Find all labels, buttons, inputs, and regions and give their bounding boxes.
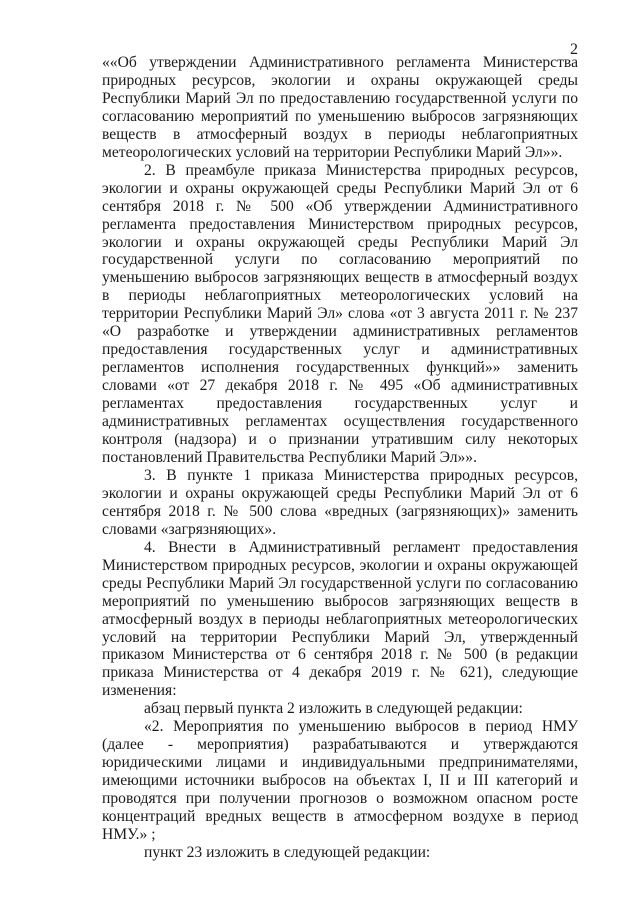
paragraph-point-23: пункт 23 изложить в следующей редакции: (144, 843, 431, 861)
paragraph-title-continuation: ««Об утверждении Административного регламента Министерства природных ресурсов, экологии и охраны окружающей среды Республики Марий Эл по предоставлению государственной услуги по согласованию мероприятий по уменьшению выбросов загрязняющих веществ в атмосферный воздух в периоды неблагоприятных метеорологических условий на территории Республики Марий Эл»». (102, 54, 578, 161)
paragraph-amendment-intro: абзац первый пункта 2 изложить в следующей редакции: (144, 700, 523, 718)
page-number: 2 (570, 41, 578, 58)
paragraph-item-4: 4. Внести в Административный регламент предоставления Министерством природных ресурсов, экологии и охраны окружающей среды Республики Марий Эл государственной услуги по согласованию мероприятий по уменьшению выбросов загрязняющих веществ в атмосферный воздух в периоды неблагоприятных метеорологических условий на территории Республики Марий Эл, утвержденный приказом Министерства от 6 сентября 2018 г. № 500 (в редакции приказа Министерства от 4 декабря 2019 г. № 621), следующие изменения: (102, 538, 578, 700)
paragraph-item-3: 3. В пункте 1 приказа Министерства природных ресурсов, экологии и охраны окружающей среды Республики Марий Эл от 6 сентября 2018 г. № 500 слова «вредных (загрязняющих)» заменить словами «загрязняющих». (102, 466, 578, 538)
paragraph-item-2: 2. В преамбуле приказа Министерства природных ресурсов, экологии и охраны окружающей среды Республики Марий Эл от 6 сентября 2018 г. № 500 «Об утверждении Административного регламента предоставления Министерством природных ресурсов, экологии и охраны окружающей среды Республики Марий Эл государственной услуги по согласованию мероприятий по уменьшению выбросов загрязняющих веществ в атмосферный воздух в периоды неблагоприятных метеорологических условий на территории Республики Марий Эл» слова «от 3 августа 2011 г. № 237 «О разработке и утверждении административных регламентов предоставления государственных услуг и административных регламентов исполнения государственных функций»» заменить словами «от 27 декабря 2018 г. № 495 «Об административных регламентах предоставления государственных услуг и административных регламентах осуществления государственного контроля (надзора) и о признании утратившим силу некоторых постановлений Правительства Республики Марий Эл»». (102, 161, 578, 466)
document-body (102, 54, 578, 862)
paragraph-amendment-text: «2. Мероприятия по уменьшению выбросов в период НМУ (далее - мероприятия) разрабатываются и утверждаются юридическими лицами и индивидуальными предпринимателями, имеющими источники выбросов на объектах I, II и III категорий и проводятся при получении прогнозов о возможном опасном росте концентраций вредных веществ в атмосферном воздухе в период НМУ.» ; (102, 718, 578, 843)
